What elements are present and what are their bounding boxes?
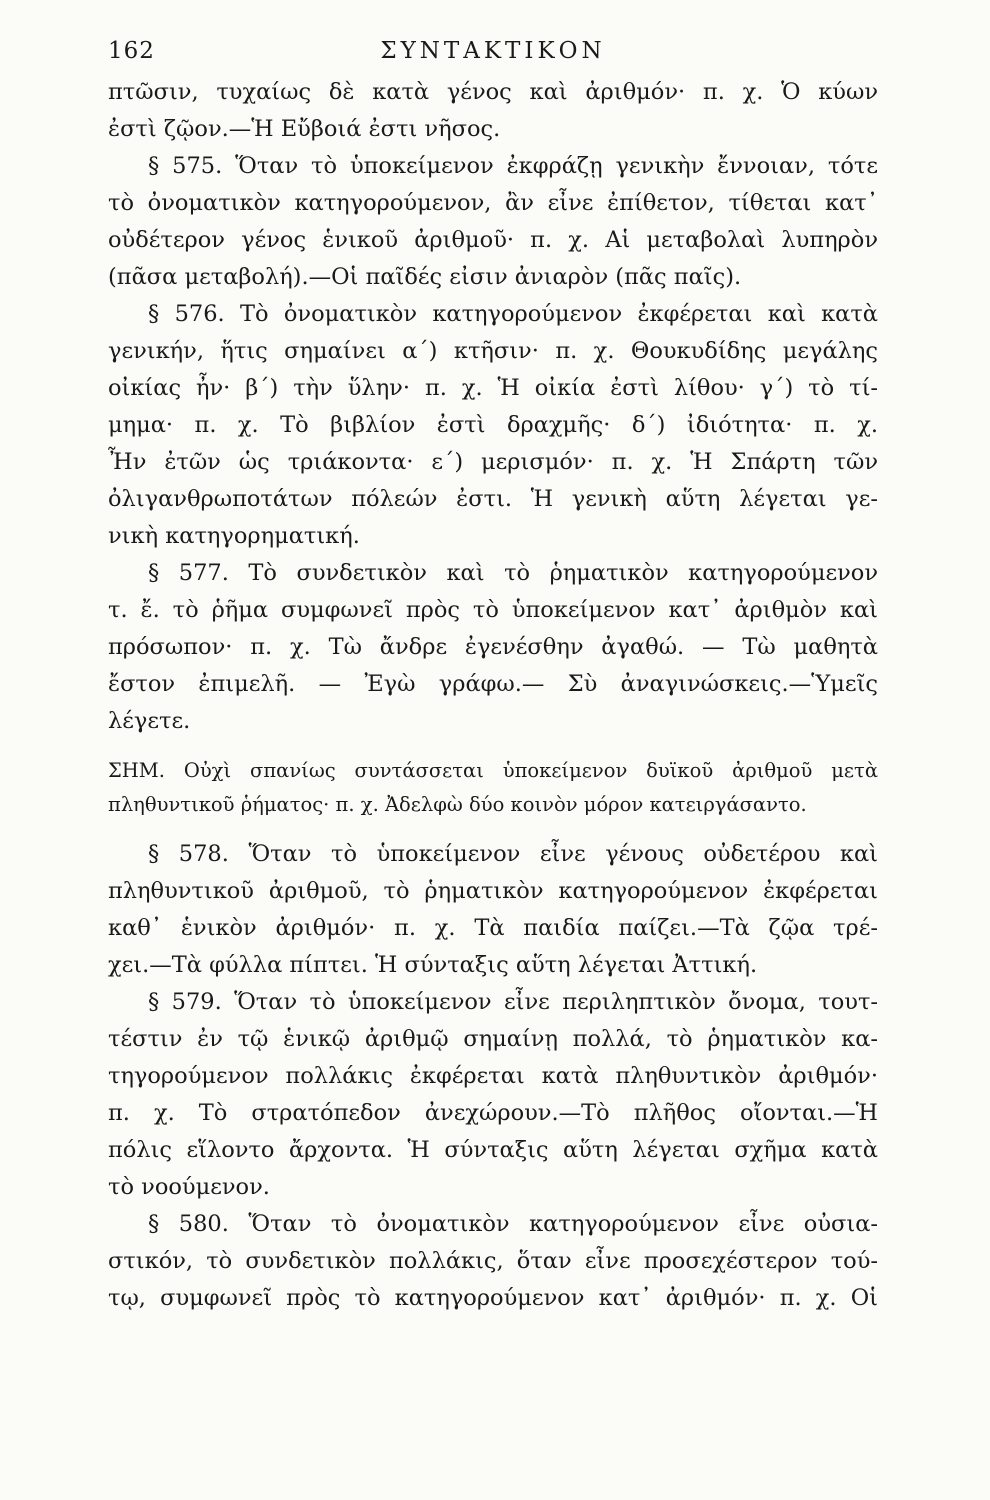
text-line: τὸ ὀνοματικὸν κατηγορούμενον, ἂν εἶνε ἐπίθετον, τίθεται κατ᾽ — [108, 190, 878, 216]
text-line: οὐδέτερον γένος ἑνικοῦ ἀριθμοῦ· π. χ. Αἱ μεταβολαὶ λυπηρὸν — [108, 227, 878, 253]
page-header — [108, 30, 878, 74]
main-text-continued — [108, 836, 878, 1317]
section-576-heading-line: § 576. Τὸ ὀνοματικὸν κατηγορούμενον ἐκφέρεται καὶ κατὰ — [148, 301, 878, 327]
text-line: οἰκίας ἦν· β´) τὴν ὕλην· π. χ. Ἡ οἰκία ἐστὶ λίθου· γ´) τὸ τί- — [108, 375, 878, 401]
text-line: τὸ νοούμενον. — [108, 1174, 270, 1200]
note-line: πληθυντικοῦ ῥήματος· π. χ. Ἀδελφὼ δύο κοινὸν μόρον κατειργάσαντο. — [108, 793, 807, 816]
text-line: λέγετε. — [108, 708, 191, 734]
text-line: (πᾶσα μεταβολή).—Οἱ παῖδές εἰσιν ἀνιαρὸν (πᾶς παῖς). — [108, 264, 742, 290]
text-line: πρόσωπον· π. χ. Τὼ ἄνδρε ἐγενέσθην ἀγαθώ. — Τὼ μαθητὰ — [108, 634, 878, 660]
text-line: ἔστον ἐπιμελῆ. — Ἐγὼ γράφω.— Σὺ ἀναγινώσκεις.—Ὑμεῖς — [108, 671, 878, 697]
text-line: πόλις εἵλοντο ἄρχοντα. Ἡ σύνταξις αὕτη λέγεται σχῆμα κατὰ — [108, 1137, 878, 1163]
running-head: ΣΥΝΤΑΚΤΙΚΟΝ — [380, 38, 606, 64]
text-line: ὀλιγανθρωποτάτων πόλεών ἐστι. Ἡ γενικὴ αὕτη λέγεται γε- — [108, 486, 878, 512]
page-number: 162 — [108, 38, 155, 64]
text-line: Ἦν ἐτῶν ὡς τριάκοντα· ε´) μερισμόν· π. χ. Ἡ Σπάρτη τῶν — [108, 449, 878, 475]
remark-note — [108, 754, 878, 822]
note-line: ΣΗΜ. Οὐχὶ σπανίως συντάσσεται ὑποκείμενον δυϊκοῦ ἀριθμοῦ μετὰ — [108, 759, 878, 782]
section-580-heading-line: § 580. Ὅταν τὸ ὀνοματικὸν κατηγορούμενον εἶνε οὐσια- — [148, 1211, 878, 1237]
text-line: πτῶσιν, τυχαίως δὲ κατὰ γένος καὶ ἀριθμόν· π. χ. Ὁ κύων — [108, 79, 878, 105]
section-575-heading-line: § 575. Ὅταν τὸ ὑποκείμενον ἐκφράζῃ γενικὴν ἔννοιαν, τότε — [148, 153, 878, 179]
main-text — [108, 74, 878, 740]
text-line: νικὴ κατηγορηματική. — [108, 523, 360, 549]
section-577-heading-line: § 577. Τὸ συνδετικὸν καὶ τὸ ῥηματικὸν κατηγορούμενον — [148, 560, 878, 586]
text-line: τηγορούμενον πολλάκις ἐκφέρεται κατὰ πληθυντικὸν ἀριθμόν· — [108, 1063, 878, 1089]
text-line: ἐστὶ ζῷον.—Ἡ Εὔβοιά ἐστι νῆσος. — [108, 116, 501, 142]
text-line: τῳ, συμφωνεῖ πρὸς τὸ κατηγορούμενον κατ᾽ ἀριθμόν· π. χ. Οἱ — [108, 1285, 878, 1311]
text-line: γενικήν, ἥτις σημαίνει α´) κτῆσιν· π. χ. Θουκυδίδης μεγάλης — [108, 338, 878, 364]
section-579-heading-line: § 579. Ὅταν τὸ ὑποκείμενον εἶνε περιληπτικὸν ὄνομα, τουτ- — [148, 989, 878, 1015]
section-578-heading-line: § 578. Ὅταν τὸ ὑποκείμενον εἶνε γένους οὐδετέρου καὶ — [148, 841, 878, 867]
text-line: καθ᾽ ἑνικὸν ἀριθμόν· π. χ. Τὰ παιδία παίζει.—Τὰ ζῷα τρέ- — [108, 915, 878, 941]
text-line: στικόν, τὸ συνδετικὸν πολλάκις, ὅταν εἶνε προσεχέστερον τού- — [108, 1248, 878, 1274]
text-line: τ. ἔ. τὸ ῥῆμα συμφωνεῖ πρὸς τὸ ὑποκείμενον κατ᾽ ἀριθμὸν καὶ — [108, 597, 878, 623]
text-line: πληθυντικοῦ ἀριθμοῦ, τὸ ῥηματικὸν κατηγορούμενον ἐκφέρεται — [108, 878, 878, 904]
text-line: τέστιν ἐν τῷ ἑνικῷ ἀριθμῷ σημαίνῃ πολλά, τὸ ῥηματικὸν κα- — [108, 1026, 878, 1052]
text-line: π. χ. Τὸ στρατόπεδον ἀνεχώρουν.—Τὸ πλῆθος οἴονται.—Ἡ — [108, 1100, 878, 1126]
text-line: χει.—Τὰ φύλλα πίπτει. Ἡ σύνταξις αὕτη λέγεται Ἀττική. — [108, 952, 758, 978]
text-line: μημα· π. χ. Τὸ βιβλίον ἐστὶ δραχμῆς· δ´) ἰδιότητα· π. χ. — [108, 412, 878, 438]
book-page — [108, 30, 878, 1317]
